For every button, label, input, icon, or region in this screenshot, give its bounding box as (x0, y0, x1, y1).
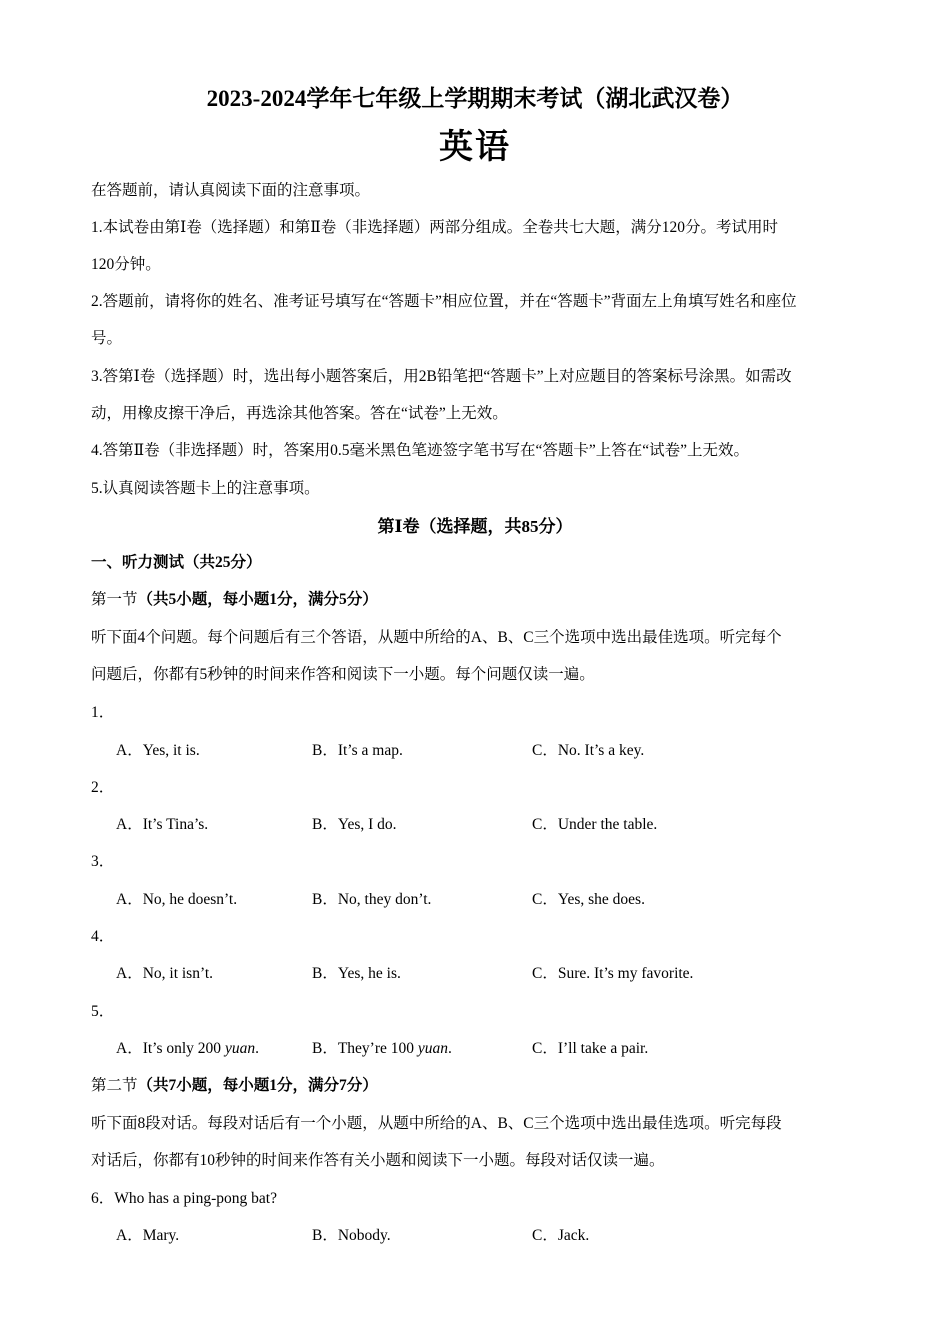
listening-heading: 一、听力测试（共25分） (91, 554, 262, 571)
question-2-number: 2． (91, 779, 115, 796)
question-6-option-c: C．Jack. (532, 1227, 590, 1244)
question-1-option-b: B．It’s a map. (312, 742, 403, 759)
question-5-option-b (312, 1038, 452, 1060)
section-1-instruction-line-2: 问题后，你都有5秒钟的时间来作答和阅读下一小题。每个问题仅读一遍。 (91, 666, 595, 683)
question-5-number: 5． (91, 1003, 115, 1020)
question-3-option-c: C．Yes, she does. (532, 891, 645, 908)
notice-item-3-line-2: 动，用橡皮擦干净后，再选涂其他答案。答在“试卷”上无效。 (91, 405, 508, 422)
question-2-option-b: B．Yes, I do. (312, 816, 397, 833)
notice-intro: 在答题前，请认真阅读下面的注意事项。 (91, 182, 371, 199)
subject-title: 英语 (439, 129, 511, 166)
section-1-heading-prefix: 第一节 (91, 591, 138, 608)
question-5-option-a-currency: yuan (224, 1040, 256, 1057)
question-5-option-c: C．I’ll take a pair. (532, 1040, 649, 1057)
question-4-number: 4． (91, 928, 115, 945)
question-5-option-a (116, 1038, 259, 1060)
section-1-heading (91, 589, 378, 611)
question-6-option-b: B．Nobody. (312, 1227, 391, 1244)
notice-item-2-line-2: 号。 (91, 330, 123, 347)
notice-item-3-line-1: 3.答第Ⅰ卷（选择题）时，选出每小题答案后，用2B铅笔把“答题卡”上对应题目的答案标号涂黑。如需改 (91, 368, 792, 385)
question-3-option-b: B．No, they don’t. (312, 891, 432, 908)
question-5-option-a-end: . (255, 1040, 259, 1057)
question-6-option-a: A．Mary. (116, 1227, 180, 1244)
section-2-heading (91, 1075, 378, 1097)
question-4-option-c: C．Sure. It’s my favorite. (532, 965, 694, 982)
notice-item-1-line-1: 1.本试卷由第Ⅰ卷（选择题）和第Ⅱ卷（非选择题）两部分组成。全卷共七大题，满分120分。考试用时 (91, 219, 779, 236)
notice-item-2-line-1: 2.答题前，请将你的姓名、准考证号填写在“答题卡”相应位置，并在“答题卡”背面左上角填写姓名和座位 (91, 293, 797, 310)
section-2-instruction-line-2: 对话后，你都有10秒钟的时间来作答有关小题和阅读下一小题。每段对话仅读一遍。 (91, 1152, 665, 1169)
section-2-heading-detail: （共7小题，每小题1分，满分7分） (137, 1077, 378, 1094)
question-2-option-a: A．It’s Tina’s. (116, 816, 209, 833)
section-1-heading-detail: （共5小题，每小题1分，满分5分） (137, 591, 378, 608)
notice-item-5: 5.认真阅读答题卡上的注意事项。 (91, 480, 320, 497)
question-1-option-a: A．Yes, it is. (116, 742, 200, 759)
question-5-option-a-text: A．It’s only 200 (116, 1040, 225, 1057)
question-3-number: 3． (91, 853, 115, 870)
exam-title: 2023-2024学年七年级上学期期末考试（湖北武汉卷） (206, 86, 744, 111)
question-2-option-c: C．Under the table. (532, 816, 658, 833)
question-5-option-b-currency: yuan (417, 1040, 449, 1057)
section-1-instruction-line-1: 听下面4个问题。每个问题后有三个答语，从题中所给的A、B、C三个选项中选出最佳选项。听完每个 (91, 629, 782, 646)
question-4-option-b: B．Yes, he is. (312, 965, 401, 982)
section-2-instruction-line-1: 听下面8段对话。每段对话后有一个小题，从题中所给的A、B、C三个选项中选出最佳选项。听完每段 (91, 1115, 782, 1132)
section-2-heading-prefix: 第二节 (91, 1077, 138, 1094)
question-5-option-b-end: . (448, 1040, 452, 1057)
part-1-heading: 第Ⅰ卷（选择题，共85分） (377, 517, 573, 536)
question-5-option-b-text: B．They’re 100 (312, 1040, 418, 1057)
question-3-option-a: A．No, he doesn’t. (116, 891, 238, 908)
question-4-option-a: A．No, it isn’t. (116, 965, 214, 982)
question-1-number: 1． (91, 704, 115, 721)
question-1-option-c: C．No. It’s a key. (532, 742, 645, 759)
notice-item-1-line-2: 120分钟。 (91, 256, 161, 273)
question-6-stem: 6．Who has a ping-pong bat? (91, 1190, 277, 1207)
notice-item-4: 4.答第Ⅱ卷（非选择题）时，答案用0.5毫米黑色笔迹签字笔书写在“答题卡”上答在“试卷”上无效。 (91, 442, 750, 459)
